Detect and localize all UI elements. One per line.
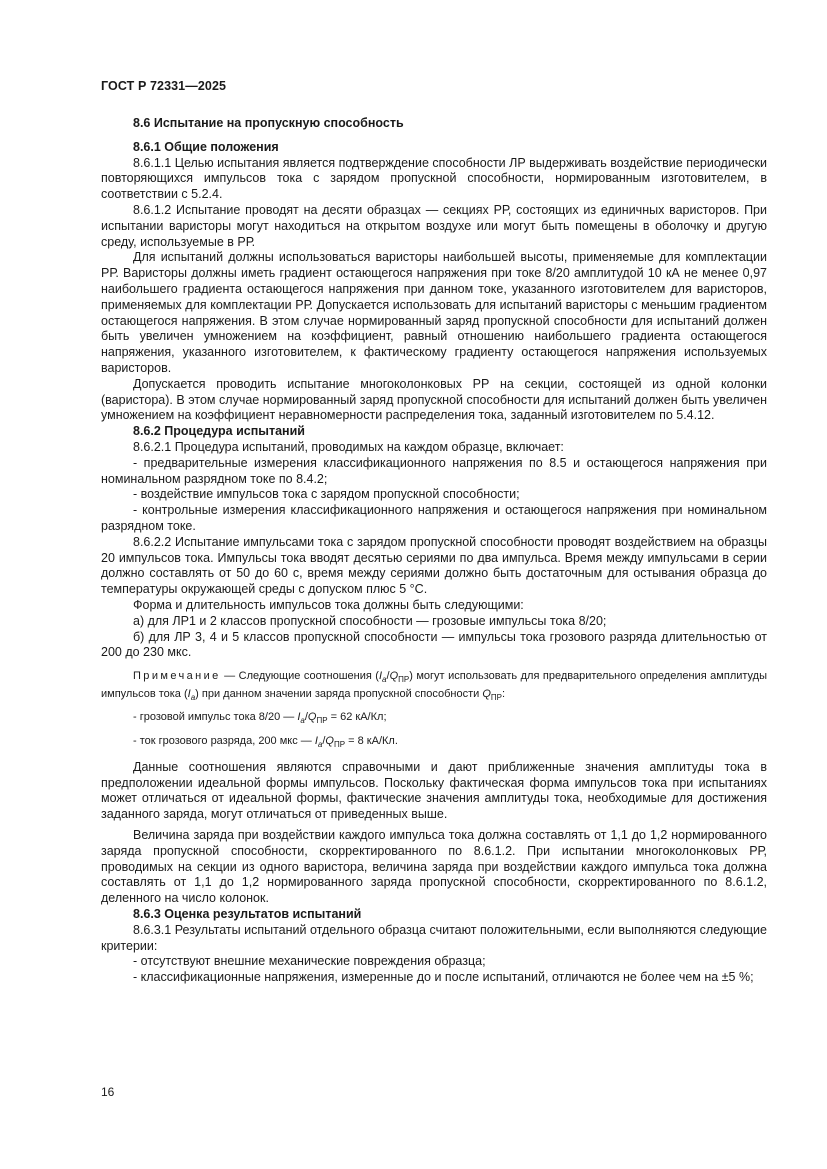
paragraph-8-6-2-1: 8.6.2.1 Процедура испытаний, проводимых на каждом образце, включает: xyxy=(133,439,564,454)
section-8-6-3-title: 8.6.3 Оценка результатов испытаний xyxy=(133,907,362,922)
page-number: 16 xyxy=(101,1085,115,1099)
paragraph-charge-value: Величина заряда при воздействии каждого импульса тока должна составлять от 1,1 до 1,2 нормированного заряда пропускной способности, скорректированного по 8.6.1.2. При испытании многоколонковых РР, проводимых на секции из одного варистора, величина заряда при воздействии каждого импульса тока должна составлять от 1,1 до 1,2 нормированного заряда пропускной способности, скорректированного по 8.6.1.2, деленного на число колонок. xyxy=(101,828,767,906)
list-item: - классификационные напряжения, измеренные до и после испытаний, отличаются не более чем на ±5 %; xyxy=(133,970,754,985)
list-item: - контрольные измерения классификационного напряжения и остающегося напряжения при номинальном разрядном токе. xyxy=(101,503,767,533)
paragraph-reference-values: Данные соотношения являются справочными и дают приближенные значения амплитуды тока в предположении идеальной формы импульсов. Поскольку фактическая форма импульсов тока при испытаниях может отличаться от идеальной формы, фактические значения амплитуды тока, необходимые для достижения заданного заряда, могут отличаться от приведенных выше. xyxy=(101,759,767,822)
paragraph-8-6-2-2: 8.6.2.2 Испытание импульсами тока с зарядом пропускной способности проводят воздействием на образцы 20 импульсов тока. Импульсы тока вводят десятью сериями по два импульса. Время между импульсами в серии должно составлять от 50 до 60 с, время между сериями должно быть достаточным для остывания образца до температуры окружающей среды с допуском плюс 5 °С. xyxy=(101,534,767,597)
paragraph-multicolumn: Допускается проводить испытание многоколонковых РР на секции, состоящей из одной колонки (варистора). В этом случае нормированный заряд пропускной способности для испытаний должен быть увеличен умножением на коэффициент неравномерности распределения тока, заданный изготовителем по 5.4.12. xyxy=(101,376,767,423)
note-paragraph: Примечание — Следующие соотношения $(I_a/Q_{ПР})$ могут использовать для предварительного определения амплитуды импульсов тока $(I_a)$ при данном значении заряда пропускной способности $Q_{ПР}$: xyxy=(101,670,767,703)
note-label: Примечание xyxy=(133,670,221,683)
list-item: - предварительные измерения классификационного напряжения по 8.5 и остающегося напряжения при номинальном разрядном токе по 8.4.2; xyxy=(101,455,767,486)
section-8-6-title: 8.6 Испытание на пропускную способность xyxy=(133,116,404,130)
paragraph-8-6-1-1: 8.6.1.1 Целью испытания является подтверждение способности ЛР выдерживать воздействие периодически повторяющихся импульсов тока с зарядом пропускной способности, нормированным изготовителем, в соответствии с 5.2.4. xyxy=(101,155,767,202)
list-item: - воздействие импульсов тока с зарядом пропускной способности; xyxy=(133,487,520,502)
note-item-lightning: - грозовой импульс тока 8/20 — $I_a/Q_{ПР} = 62$ кА/Кл; xyxy=(133,711,387,726)
section-8-6-1-title: 8.6.1 Общие положения xyxy=(133,139,279,154)
list-item-a: а) для ЛР1 и 2 классов пропускной способности — грозовые импульсы тока 8/20; xyxy=(133,613,607,628)
paragraph-impulse-form: Форма и длительность импульсов тока должны быть следующими: xyxy=(133,597,524,612)
note-item-long-duration: - ток грозового разряда, 200 мкс — $I_a/Q_{ПР} = 8$ кА/Кл. xyxy=(133,734,398,749)
paragraph-varistor-selection: Для испытаний должны использоваться варисторы наибольшей высоты, применяемые для комплектации РР. Варисторы должны иметь градиент остающегося напряжения при токе 8/20 амплитудой 10 кА не менее 0,97 наибольшего градиента остающегося напряжения при данном токе, указанного изготовителем для варисторов, применяемых для комплектации РР. Допускается использовать для испытаний варисторы с меньшим градиентом остающегося напряжения. В этом случае нормированный заряд пропускной способности для испытаний должен быть увеличен умножением на коэффициент, равный отношению наибольшего градиента остающегося напряжения, указанного изготовителем, к фактическому градиенту остающегося напряжения используемых варисторов. xyxy=(101,250,767,375)
list-item: - отсутствуют внешние механические повреждения образца; xyxy=(133,954,486,969)
document-header-code: ГОСТ Р 72331—2025 xyxy=(101,79,227,93)
section-8-6-2-title: 8.6.2 Процедура испытаний xyxy=(133,424,305,439)
document-body xyxy=(101,116,767,986)
paragraph-8-6-1-2: 8.6.1.2 Испытание проводят на десяти образцах — секциях РР, состоящих из единичных варисторов. При испытании варисторы могут находиться на открытом воздухе или могут быть помещены в оболочку и другую среду, используемые в РР. xyxy=(101,202,767,249)
paragraph-8-6-3-1: 8.6.3.1 Результаты испытаний отдельного образца считают положительными, если выполняются следующие критерии: xyxy=(101,922,767,953)
list-item-b: б) для ЛР 3, 4 и 5 классов пропускной способности — импульсы тока грозового разряда длительностью от 200 до 230 мкс. xyxy=(101,629,767,660)
